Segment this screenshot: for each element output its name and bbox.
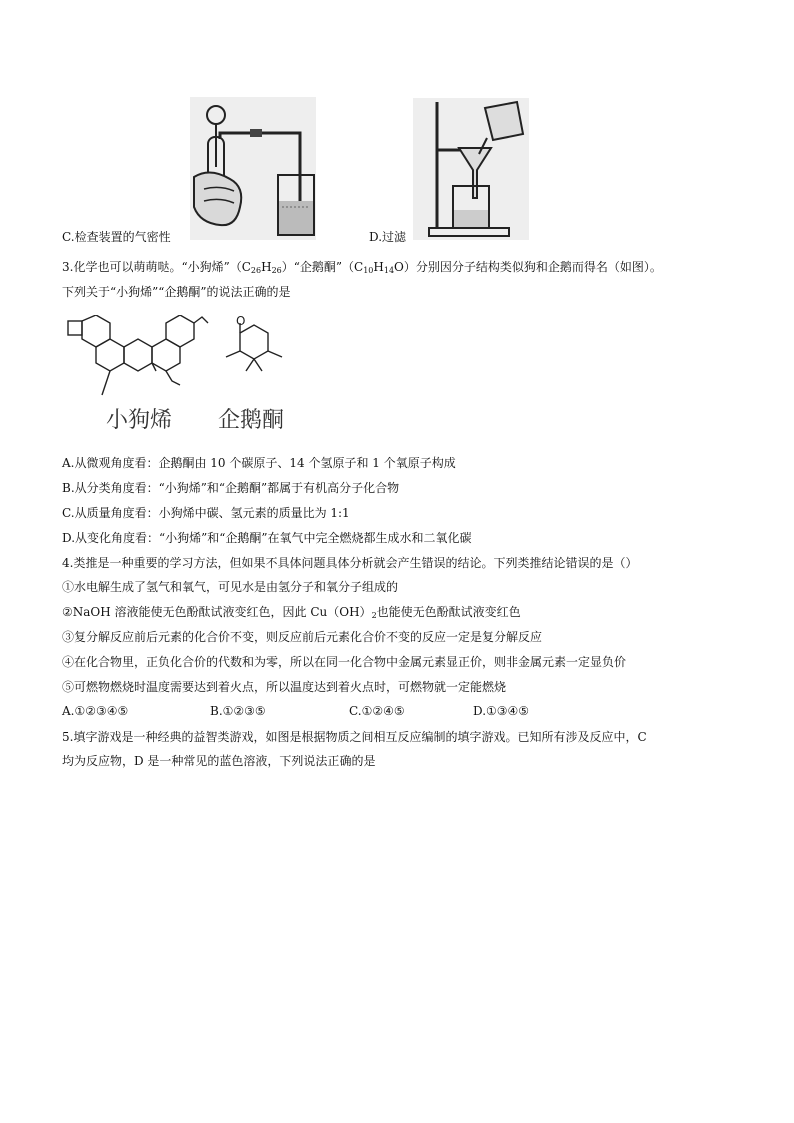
q3-option-d: D.从变化角度看：“小狗烯”和“企鹅酮”在氧气中完全燃烧都生成水和二氧化碳 — [62, 531, 472, 545]
oxygen-label: O — [236, 315, 246, 328]
q4-choice-d: D.①③④⑤ — [473, 704, 530, 718]
q4-choice-b: B.①②③⑤ — [210, 704, 266, 718]
q4-item-2: ②NaOH 溶液能使无色酚酞试液变红色，因此 $Cu(OH)_2$也能使无色酚酞试液变红色 — [62, 605, 521, 620]
q3-option-c: C.从质量角度看：小狗烯中碳、氢元素的质量比为 1:1 — [62, 506, 350, 520]
q4-item-1: ①水电解生成了氢气和氧气，可见水是由氢分子和氧分子组成的 — [62, 580, 399, 594]
penguin-label: 企鹅酮 — [218, 408, 285, 433]
q3-option-b: B.从分类角度看：“小狗烯”和“企鹅酮”都属于有机高分子化合物 — [62, 481, 400, 495]
q3-stem-line1: 3.化学也可以萌萌哒。“小狗烯$”(C_{26}H_{26})“$企鹅酮$”(C_{10}H_{14}O)$分别因分子结构类似狗和企鹅而得名（如图）。 — [62, 260, 662, 275]
q4-choice-c: C.①②④⑤ — [349, 704, 405, 718]
q5-stem-line2: 均为反应物，D 是一种常见的蓝色溶液，下列说法正确的是 — [62, 754, 376, 768]
molecule-figure — [62, 315, 292, 435]
q4-item-4: ④在化合物里，正负化合价的代数和为零，所以在同一化合物中金属元素显正价，则非金属元素一定显负价 — [62, 655, 627, 669]
q4-item-3: ③复分解反应前后元素的化合价不变，则反应前后元素化合价不变的反应一定是复分解反应 — [62, 630, 543, 644]
q2-option-c: C.检查装置的气密性 — [62, 230, 171, 244]
airtightness-check-figure — [190, 97, 316, 240]
q3-stem-line2: 下列关于“小狗烯”“企鹅酮”的说法正确的是 — [62, 285, 291, 299]
q3-option-a: A.从微观角度看：企鹅酮由 10 个碳原子、14 个氢原子和 1 个氧原子构成 — [62, 456, 456, 470]
q4-choice-a: A.①②③④⑤ — [62, 704, 129, 718]
q4-stem: 4.类推是一种重要的学习方法，但如果不具体问题具体分析就会产生错误的结论。下列类推结论错误的是（） — [62, 556, 638, 570]
q5-stem-line1: 5.填字游戏是一种经典的益智类游戏，如图是根据物质之间相互反应编制的填字游戏。已知所有涉及反应中，C — [62, 730, 647, 744]
filtration-figure — [413, 98, 529, 240]
q4-item-5: ⑤可燃物燃烧时温度需要达到着火点，所以温度达到着火点时，可燃物就一定能燃烧 — [62, 680, 507, 694]
dog-label: 小狗烯 — [106, 408, 173, 433]
q2-option-d: D.过滤 — [369, 230, 407, 244]
